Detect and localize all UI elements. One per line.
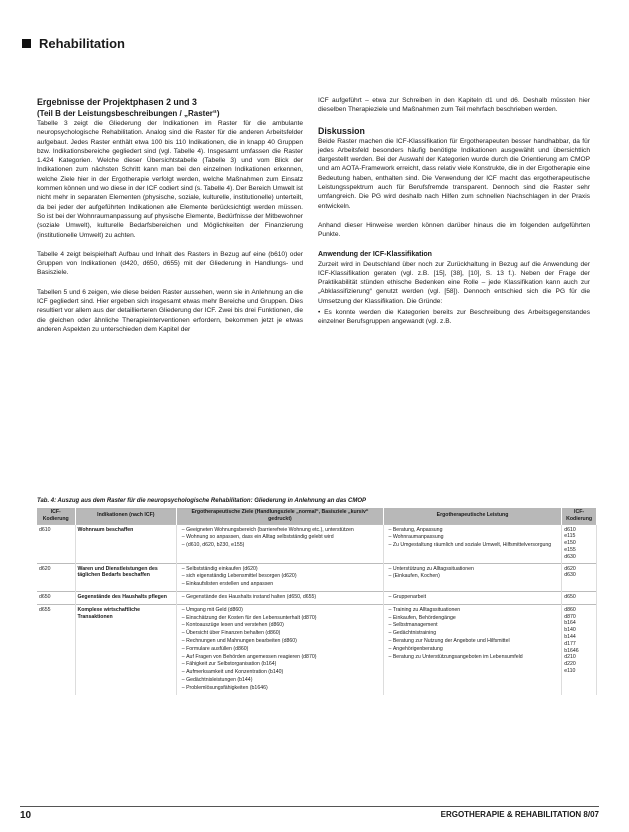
right-column [318,96,590,337]
icf-code: b144 [564,633,576,640]
column-header: Ergotherapeutische Ziele (Handlungsziele „normal“, Basisziele „kursiv“ gedruckt) [177,508,384,524]
icf-code: b140 [564,627,576,634]
list-item: – sich eigenständig Lebensmittel besorgen (d620) [186,573,381,580]
paragraph: Tabelle 3 zeigt die Gliederung der Indikationen im Raster für die ambulante neuropsychologische Rehabilitation. Analog sind die Raster für die anderen Arbeitsfelder aufgebaut. Jedes Raster enthält etwa 100 bis 110 Indikationen, die in knapp 40 Gruppen bzw. Indikationsbereiche gegliedert sind (vgl. Tabelle 4). Insgesamt umfassen die Raster 1.424 Kategorien. Welche dieser Übersichtstabelle (Tabelle 3) und vom Blick der Indikationen zum nächsten Schritt kann man bei den einzelnen Indikationen erkennen, welche Ziele hier in der Ergotherapie verfolgt werden, welche Maßnahmen zum Einsatz kommen können und wo diese in der ICF codiert sind (s. Tabelle 4). Der Bereich Umwelt ist nicht mehr in separaten Elementen (physische, soziale, kulturelle, institutionelle) unterteilt, da bei jeder der aufgeführten Indikationen alle Elemente berücksichtigt werden müssen. So ist bei der Wohnraumanpassung auf physische Elemente, Bedürfnisse der Mitbewohner (soziale Umwelt), kulturelle Bedarfsbereichen und Möglichkeiten der Finanzierung (institutionelle Umwelt) zu achten. [37,120,303,239]
icf-code: d210 [564,654,576,661]
cell-icf-codes [562,591,597,604]
icf-code: b1646 [564,647,579,654]
paragraph: Zurzeit wird in Deutschland über noch zur Zurückhaltung in Bezug auf die Anwendung der ICF-Klassifikation geraten (vgl. z.B. [15], [38], [10], S. 13 f.). Neben der Frage der Praktikabilität stünden ethische Bedenken eine Rolle – jede Klassifikation kann auch zur „Abklassifizierung“ genutzt werden (vgl. [58]). Dennoch entschied sich die PG für die Umsetzung der Klassifikation. Die Gründe: [318,260,590,305]
icf-table [37,508,597,695]
list-item: – Beratung zur Nutzung der Angebote und Hilfsmittel [393,638,559,645]
list-item: – Einschätzung der Kosten für den Lebensunterhalt (d870) [186,615,381,622]
list-item: – Beratung, Anpassung [393,527,559,534]
cell-examples [383,604,561,694]
left-column [37,96,303,344]
list-item: – Gruppenarbeit [393,594,559,601]
heading-diskussion: Diskussion [318,125,365,136]
list-item: – Fähigkeit zur Selbstorganisation (b164) [186,661,381,668]
icf-code: e110 [564,667,576,674]
list-item: – Problemlösungsfähigkeiten (b1646) [186,685,381,692]
subheading-anwendung: Anwendung der ICF-Klassifikation [318,250,432,258]
cell-icf-codes [562,604,597,694]
cell-icf-codes [562,563,597,591]
page-footer [20,806,599,821]
paragraph: Beide Raster machen die ICF-Klassifikation für Ergotherapeuten besser handhabbar, da für jedes Arbeitsfeld besonders häufig benötigte Indikationen ausgewählt und übersichtlich dargestellt werden. Bei der Auswahl der Kategorien wurde durch die Orientierung am CMOP und am AOTA-Framework erreicht, dass relativ viele Konstrukte, die in der Ergotherapie eine Bedeutung haben, enthalten sind. Die Verwendung der ICF macht das ergotherapeutische Leistungsspektrum auch für Berufsfremde transparent. Dennoch sind die Raster sehr umfangreich. Die PG wird deshalb nach Hilfen zum schnellen Nachschlagen in der Praxis entwickeln. [318,137,590,210]
column-header: ICF-Kodierung [562,508,597,524]
list-item: – Selbstständig einkaufen (d620) [186,566,381,573]
square-bullet-icon [22,39,31,48]
table-row [37,524,597,563]
list-item: – Gegenstände des Haushalts instand halten (d650, d655) [186,594,381,601]
list-item: – Zu Umgestaltung räumlich und soziale Umwelt, Hilfsmittelversorgung [393,542,559,549]
journal-name: ERGOTHERAPIE & REHABILITATION 8/07 [440,810,599,819]
cell-indication: Komplexe wirtschaftliche Transaktionen [75,604,177,694]
section-title: Rehabilitation [39,36,125,51]
list-item: – Übersicht über Finanzen behalten (d860) [186,630,381,637]
icf-code: e155 [564,546,576,553]
list-item: – Unterstützung zu Alltagssituationen [393,566,559,573]
cell-examples [383,524,561,563]
icf-code: d610 [564,526,576,533]
icf-code: d630 [564,553,576,560]
list-item: – Geeigneten Wohnungsbereich (barrierefreie Wohnung etc.), unterstützen [186,527,381,534]
list-item: – Auf Fragen von Behörden angemessen reagieren (d870) [186,654,381,661]
list-item: – Einkaufen, Behördengänge [393,615,559,622]
list-item: – Beratung zu Unterstützungsangeboten im Lebensumfeld [393,654,559,661]
list-item: – Kontoauszüge lesen und verstehen (d860) [186,622,381,629]
list-item: – (d610, d620, b230, e155) [186,542,381,549]
list-item: – Training zu Alltagssituationen [393,607,559,614]
cell-code: d650 [37,591,75,604]
cell-indication: Waren und Dienstleistungen des täglichen Bedarfs beschaffen [75,563,177,591]
icf-code: d650 [564,593,576,600]
column-header: Ergotherapeutische Leistung [383,508,561,524]
list-item: – Gedächtnistraining [393,630,559,637]
cell-subgoals [177,563,384,591]
heading-teil-b: (Teil B der Leistungsbeschreibungen / „Raster“) [37,109,220,118]
table-body [37,524,597,694]
icf-code: d860 [564,606,576,613]
list-item: – Aufmerksamkeit und Konzentration (b140) [186,669,381,676]
column-header: Indikationen (nach ICF) [75,508,177,524]
list-item: – Gedächtnisleistungen (b144) [186,677,381,684]
list-item: – Wohnraumanpassung [393,534,559,541]
icf-code: d177 [564,640,576,647]
cell-code: d610 [37,524,75,563]
paragraph: • Es konnte werden die Kategorien bereits zur Beschreibung des Arbeitsgegenstandes einzelner Berufsgruppen angewandt (vgl. z.B. [318,309,590,326]
table-row [37,604,597,694]
icf-code: e150 [564,540,576,547]
section-header [22,36,125,51]
cell-examples [383,563,561,591]
cell-subgoals [177,524,384,563]
table-caption: Tab. 4: Auszug aus dem Raster für die neuropsychologische Rehabilitation: Gliederung in Anlehnung an das CMOP [37,498,367,504]
table-row [37,591,597,604]
paragraph: Anhand dieser Hinweise werden können darüber hinaus die im folgenden aufgeführten Punkte. [318,221,590,239]
icf-code: d620 [564,565,576,572]
cell-subgoals [177,591,384,604]
cell-subgoals [177,604,384,694]
icf-code: d870 [564,613,576,620]
cell-icf-codes [562,524,597,563]
table-row [37,563,597,591]
page-number: 10 [20,810,32,821]
list-item: – Umgang mit Geld (d860) [186,607,381,614]
list-item: – Rechnungen und Mahnungen bearbeiten (d860) [186,638,381,645]
list-item: – Wohnung so anpassen, dass ein Alltag selbstständig gelebt wird [186,534,381,541]
icf-code: d220 [564,661,576,668]
cell-code: d655 [37,604,75,694]
paragraph: Tabellen 5 und 6 zeigen, wie diese beiden Raster aussehen, wenn sie in Anlehnung an die ICF gegliedert sind. Hier ergeben sich insgesamt etwas mehr Bereiche und Gruppen. Dies resultiert vor allem aus der detaillierteren Gliederung der ICF. Zwei bis drei Funktionen, die die gleichen oder ähnliche Therapieinterventionen erfordern, bekommen jetzt je etwas anderen Aspekten zu unterschieden dem Kapitel der [37,288,303,333]
cell-examples [383,591,561,604]
cell-code: d620 [37,563,75,591]
icf-code: b164 [564,620,576,627]
list-item: – Selbstmanagement [393,622,559,629]
list-item: – (Einkaufen, Kochen) [393,573,559,580]
cell-indication: Gegenstände des Haushalts pflegen [75,591,177,604]
paragraph: ICF aufgeführt – etwa zur Schreiben in den Kapiteln d1 und d6. Deshalb müssten hier dieselben Therapieziele und Maßnahmen zum Teil mehrfach beschrieben werden. [318,97,590,114]
icf-code: e115 [564,533,576,540]
list-item: – Formulare ausfüllen (d860) [186,646,381,653]
list-item: – Einkaufslisten erstellen und anpassen [186,581,381,588]
heading-ergebnisse: Ergebnisse der Projektphasen 2 und 3 [37,97,197,107]
paragraph: Tabelle 4 zeigt beispielhaft Aufbau und Inhalt des Rasters in Bezug auf eine (b610) oder Gruppen von Indikationen (d420, d650, d655) mit der Gliederung in Handlungs- und Basisziele. [37,250,303,277]
icf-code: d630 [564,572,576,579]
cell-indication: Wohnraum beschaffen [75,524,177,563]
list-item: – Angehörigenberatung [393,646,559,653]
column-header: ICF-Kodierung [37,508,75,524]
